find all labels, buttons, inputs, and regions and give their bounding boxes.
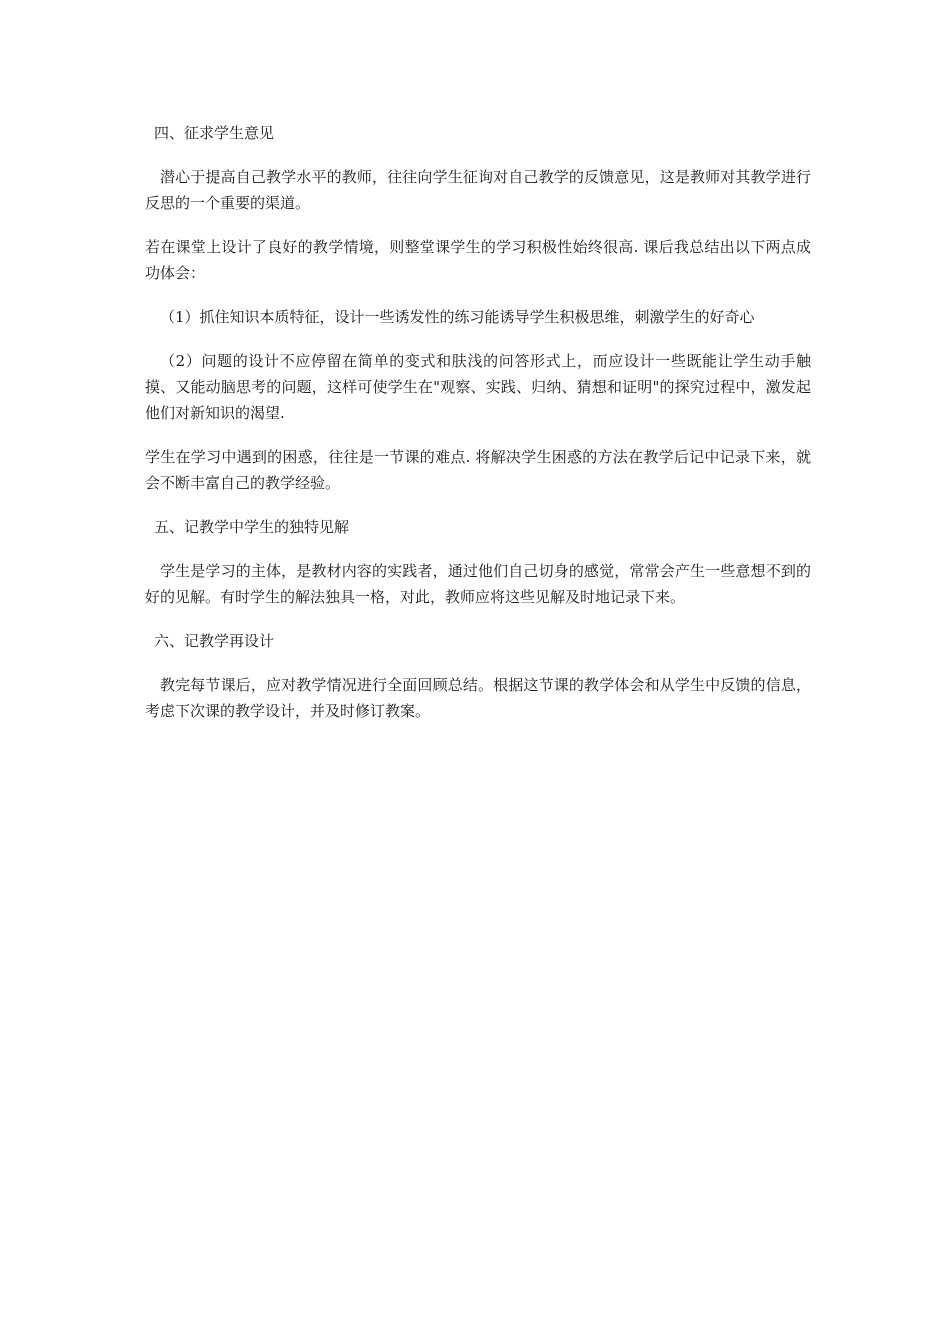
paragraph-feedback: 潜心于提高自己教学水平的教师，往往向学生征询对自己教学的反馈意见，这是教师对其教学进行反思的一个重要的渠道。 <box>145 168 811 212</box>
list-item-1: （1）抓住知识本质特征，设计一些诱发性的练习能诱导学生积极思维，刺激学生的好奇心 <box>160 308 755 326</box>
section-heading-5: 五、记教学中学生的独特见解 <box>154 518 350 536</box>
section-heading-6: 六、记教学再设计 <box>154 632 275 650</box>
section-heading-4: 四、征求学生意见 <box>154 124 275 142</box>
list-item-2: （2）问题的设计不应停留在简单的变式和肤浅的问答形式上，而应设计一些既能让学生动手触摸、又能动脑思考的问题，这样可使学生在"观察、实践、归纳、猜想和证明"的探究过程中，激发起他们对新知识的渴望. <box>145 352 811 422</box>
paragraph-success: 若在课堂上设计了良好的教学情境，则整堂课学生的学习积极性始终很高. 课后我总结出以下两点成功体会： <box>145 238 811 282</box>
paragraph-student-insight: 学生是学习的主体，是教材内容的实践者，通过他们自己切身的感觉，常常会产生一些意想不到的好的见解。有时学生的解法独具一格，对此，教师应将这些见解及时地记录下来。 <box>145 562 811 606</box>
paragraph-redesign: 教完每节课后，应对教学情况进行全面回顾总结。根据这节课的教学体会和从学生中反馈的信息，考虑下次课的教学设计，并及时修订教案。 <box>145 676 811 720</box>
paragraph-confusion: 学生在学习中遇到的困惑，往往是一节课的难点. 将解决学生困惑的方法在教学后记中记录下来，就会不断丰富自己的教学经验。 <box>145 448 811 492</box>
document-body <box>145 120 811 742</box>
